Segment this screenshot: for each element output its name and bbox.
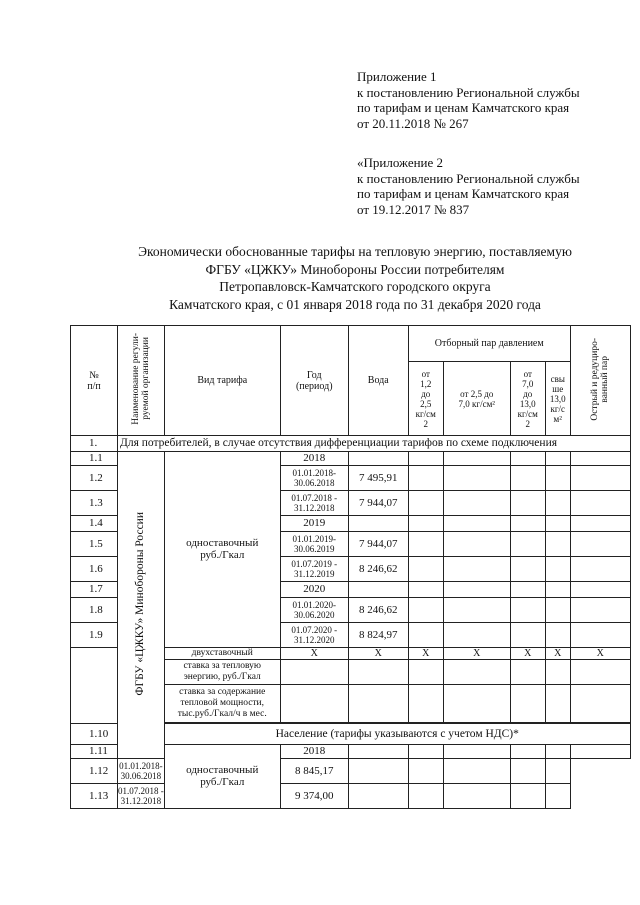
row-num: 1.11 — [71, 745, 118, 759]
row-num: 1.3 — [71, 491, 118, 516]
water-cell — [348, 745, 408, 759]
water-cell: 7 944,07 — [348, 491, 408, 516]
appendix-2-line-3: по тарифам и ценам Камчатского края — [357, 186, 570, 201]
period-cell: 01.07.2018 - 31.12.2018 — [118, 784, 165, 809]
header-sharp-steam: Острый и редуциро- ванный пар — [570, 326, 630, 436]
row-num: 1.9 — [71, 623, 118, 648]
period-cell: 01.01.2019- 30.06.2019 — [280, 532, 348, 557]
row-num: 1.8 — [71, 598, 118, 623]
period-cell: 01.07.2020 - 31.12.2020 — [280, 623, 348, 648]
population-one-part-tariff: одноставочный руб./Гкал — [164, 745, 280, 809]
header-steam: Отборный пар давлением — [408, 326, 570, 362]
table-row — [71, 784, 631, 809]
row-num: 1.6 — [71, 557, 118, 582]
tariff-table — [70, 325, 631, 809]
period-cell: 2019 — [280, 516, 348, 532]
document-title — [70, 243, 640, 313]
x-mark: Х — [510, 648, 545, 660]
water-cell: 7 495,91 — [348, 466, 408, 491]
title-line-3: Петропавловск-Камчатского городского округа — [219, 279, 491, 294]
org-name-cell: ФГБУ «ЦЖКУ» Минобороны России — [118, 452, 165, 759]
row-num: 1.7 — [71, 582, 118, 598]
table-row — [71, 759, 631, 784]
x-mark: Х — [348, 648, 408, 660]
water-cell: 8 845,17 — [280, 759, 348, 784]
water-cell: 7 944,07 — [348, 532, 408, 557]
period-cell: 2018 — [280, 745, 348, 759]
two-part-label: двухставочный — [164, 648, 280, 660]
period-cell: 01.07.2019 - 31.12.2019 — [280, 557, 348, 582]
water-cell: 9 374,00 — [280, 784, 348, 809]
row-num: 1.12 — [71, 759, 118, 784]
row-num: 1.2 — [71, 466, 118, 491]
period-cell: 01.01.2020- 30.06.2020 — [280, 598, 348, 623]
header-pressure-1: от 1,2 до 2,5 кг/см 2 — [408, 362, 443, 436]
appendix-1-line-4: от 20.11.2018 № 267 — [357, 115, 469, 131]
appendix-1-block — [357, 69, 580, 131]
water-cell — [348, 516, 408, 532]
title-line-1: Экономически обоснованные тарифы на тепловую энергию, поставляемую — [138, 244, 572, 259]
x-mark: Х — [280, 648, 348, 660]
water-cell — [348, 582, 408, 598]
section-1-title: Для потребителей, в случае отсутствия дифференциации тарифов по схеме подключения — [118, 436, 631, 452]
title-line-4: Камчатского края, с 01 января 2018 года по 31 декабря 2020 года — [169, 296, 541, 312]
water-cell: 8 246,62 — [348, 598, 408, 623]
section-1-num: 1. — [71, 436, 118, 452]
title-line-2: ФГБУ «ЦЖКУ» Минобороны России потребителям — [205, 261, 505, 277]
appendix-2-line-4: от 19.12.2017 № 837 — [357, 201, 470, 217]
appendix-1-line-2: к постановлению Региональной службы — [357, 84, 580, 100]
x-mark: Х — [570, 648, 630, 660]
period-cell: 01.07.2018 - 31.12.2018 — [280, 491, 348, 516]
row-num: 1.13 — [71, 784, 118, 809]
table-row — [71, 452, 631, 466]
row-num: 1.10 — [71, 724, 118, 745]
x-mark: Х — [443, 648, 510, 660]
header-num: № п/п — [71, 326, 118, 436]
water-cell: 8 246,62 — [348, 557, 408, 582]
population-heading: Население (тарифы указываются с учетом НДС)* — [164, 724, 630, 745]
period-cell: 2020 — [280, 582, 348, 598]
x-mark: Х — [408, 648, 443, 660]
appendix-2-line-1: «Приложение 2 — [357, 155, 444, 170]
appendix-1-line-1: Приложение 1 — [357, 69, 437, 84]
appendix-2-block — [357, 155, 580, 217]
heat-rate-label: ставка за тепловую энергию, руб./Гкал — [164, 660, 280, 685]
period-cell: 2018 — [280, 452, 348, 466]
header-tariff-type: Вид тарифа — [164, 326, 280, 436]
water-cell — [348, 452, 408, 466]
header-org: Наименование регули- руемой организации — [118, 326, 165, 436]
appendix-1-line-3: по тарифам и ценам Камчатского края — [357, 100, 570, 115]
header-water: Вода — [348, 326, 408, 436]
header-pressure-2: от 2,5 до 7,0 кг/см² — [443, 362, 510, 436]
x-mark: Х — [545, 648, 570, 660]
appendix-2-line-2: к постановлению Региональной службы — [357, 170, 580, 186]
capacity-rate-label: ставка за содержание тепловой мощности, тыс.руб./Гкал/ч в мес. — [164, 685, 280, 723]
row-num: 1.1 — [71, 452, 118, 466]
period-cell: 01.01.2018- 30.06.2018 — [280, 466, 348, 491]
water-cell: 8 824,97 — [348, 623, 408, 648]
header-pressure-3: от 7,0 до 13,0 кг/см 2 — [510, 362, 545, 436]
row-num: 1.4 — [71, 516, 118, 532]
period-cell: 01.01.2018- 30.06.2018 — [118, 759, 165, 784]
header-period: Год (период) — [280, 326, 348, 436]
one-part-tariff: одноставочный руб./Гкал — [164, 452, 280, 648]
row-num: 1.5 — [71, 532, 118, 557]
header-pressure-4: свы ше 13,0 кг/с м² — [545, 362, 570, 436]
